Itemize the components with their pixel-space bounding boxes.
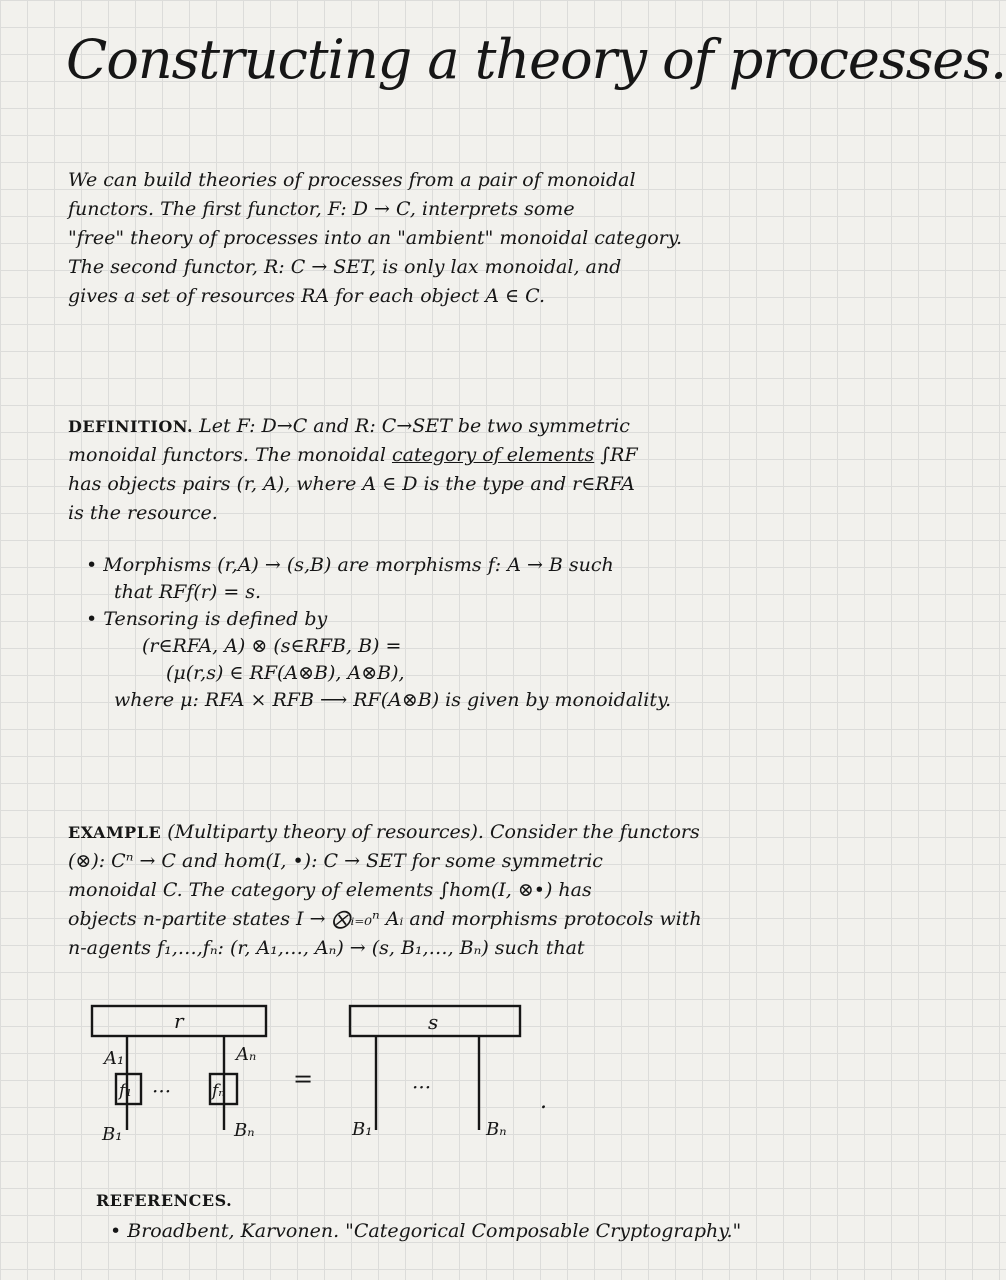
right-dots: ··· <box>412 1075 432 1099</box>
definition-block <box>68 412 798 528</box>
example-label: EXAMPLE <box>68 823 162 842</box>
definition-text: Let F: D→C and R: C→SET be two symmetric <box>199 415 630 437</box>
example-text: (Multiparty theory of resources). Consider the functors <box>167 821 700 843</box>
intro-line: We can build theories of processes from a pair of monoidal <box>68 169 636 191</box>
example-line: monoidal C. The category of elements ∫hom(I, ⊗•) has <box>68 879 592 901</box>
definition-label: DEFINITION. <box>68 417 194 436</box>
intro-paragraph <box>68 166 798 311</box>
definition-line-2 <box>68 441 798 470</box>
definition-text: ∫RF <box>594 444 638 466</box>
morphism-dots: ··· <box>152 1079 172 1103</box>
end-period: . <box>540 1089 547 1114</box>
tensor-where-line: where μ: RFA × RFB ⟶ RF(A⊗B) is given by monoidality. <box>114 689 672 711</box>
intro-line: functors. The first functor, F: D → C, interprets some <box>68 198 575 220</box>
equals-sign: = <box>293 1065 314 1093</box>
definition-text: monoidal functors. The monoidal <box>68 444 392 466</box>
example-block <box>68 818 798 963</box>
wire-label-right-b1: B₁ <box>352 1119 373 1140</box>
state-label-r: r <box>174 1009 184 1033</box>
wire-label-an: Aₙ <box>236 1044 257 1065</box>
page-title: Constructing a theory of processes. <box>66 28 1006 91</box>
example-line-1 <box>68 818 798 847</box>
definition-bullets <box>86 552 806 714</box>
wire-label-a1: A₁ <box>104 1048 125 1069</box>
bullet-morphisms-cont: that RFf(r) = s. <box>114 581 262 603</box>
example-line: (⊗): Cⁿ → C and hom(I, •): C → SET for some symmetric <box>68 850 603 872</box>
definition-line-1 <box>68 412 798 441</box>
example-line: n-agents f₁,…,fₙ: (r, A₁,…, Aₙ) → (s, B₁,…, Bₙ) such that <box>68 937 585 959</box>
example-line: objects n-partite states I → ⨂ᵢ₌₀ⁿ Aᵢ and morphisms protocols with <box>68 908 702 930</box>
category-of-elements-term: category of elements <box>391 444 595 466</box>
references-label: REFERENCES. <box>96 1191 233 1210</box>
references-block <box>96 1186 796 1246</box>
definition-line-3: has objects pairs (r, A), where A ∈ D is the type and r∈RFA <box>68 473 635 495</box>
intro-line: gives a set of resources RA for each object A ∈ C. <box>68 285 546 307</box>
bullet-tensoring: • Tensoring is defined by <box>86 608 328 630</box>
definition-line-4: is the resource. <box>68 502 218 524</box>
reference-item: • Broadbent, Karvonen. "Categorical Composable Cryptography." <box>110 1220 742 1242</box>
wire-label-right-bn: Bₙ <box>486 1119 507 1140</box>
state-label-s: s <box>428 1010 439 1034</box>
string-diagram <box>0 990 857 1160</box>
wire-label-left-b1: B₁ <box>102 1124 123 1145</box>
wire-label-left-bn: Bₙ <box>234 1120 255 1141</box>
intro-line: "free" theory of processes into an "ambient" monoidal category. <box>68 227 682 249</box>
morphism-label-f1: f₁ <box>119 1081 133 1101</box>
bullet-morphisms: • Morphisms (r,A) → (s,B) are morphisms f: A → B such <box>86 554 614 576</box>
tensor-formula-line-1: (r∈RFA, A) ⊗ (s∈RFB, B) = <box>142 635 402 657</box>
tensor-formula-line-2: (μ(r,s) ∈ RF(A⊗B), A⊗B), <box>166 662 405 684</box>
intro-line: The second functor, R: C → SET, is only lax monoidal, and <box>68 256 622 278</box>
morphism-label-fn: fₙ <box>212 1081 226 1101</box>
